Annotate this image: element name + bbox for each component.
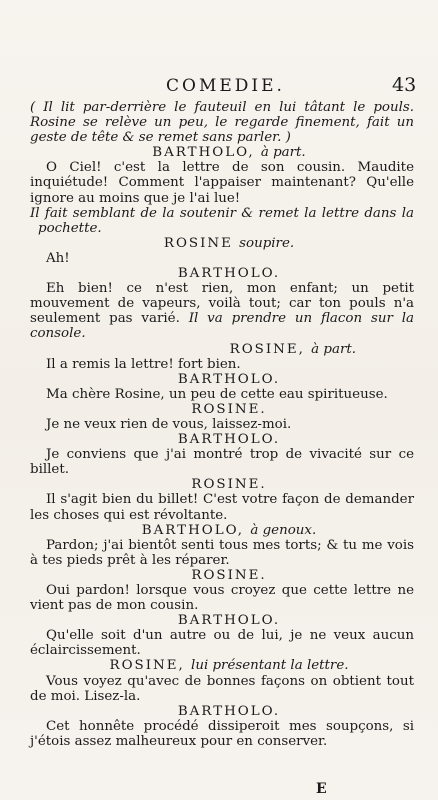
speaker-name: ROSINE. bbox=[191, 567, 267, 583]
speaker-line bbox=[30, 372, 414, 387]
running-title: COMEDIE. bbox=[166, 76, 285, 96]
dialogue-text: Ma chère Rosine, un peu de cette eau spiritueuse. bbox=[46, 386, 388, 402]
dialogue-text: Oui pardon! lorsque vous croyez que cette lettre ne vient pas de mon cousin. bbox=[30, 583, 414, 614]
dialogue-text: Il s'agit bien du billet! C'est votre façon de demander les choses qui est révoltante. bbox=[30, 492, 414, 523]
page-number: 43 bbox=[392, 74, 417, 96]
stage-direction: soupire. bbox=[239, 235, 295, 251]
dialogue-text: Je ne veux rien de vous, laissez-moi. bbox=[46, 416, 292, 432]
speaker-name: ROSINE, bbox=[109, 658, 185, 674]
play-text bbox=[30, 100, 414, 749]
stage-direction-paragraph: ( Il lit par-derrière le fauteuil en lui tâtant le pouls. Rosine se relève un peu, le regarde finement, fait un geste de tête & se remet sans parler. ) bbox=[30, 100, 414, 146]
dialogue-paragraph bbox=[30, 538, 414, 568]
speaker-name: BARTHOLO. bbox=[177, 703, 281, 719]
dialogue-text: O Ciel! c'est la lettre de son cousin. Maudite inquiétude! Comment l'appaiser maintenant? Qu'elle ignore au moins que je l'ai lue! bbox=[30, 160, 414, 206]
speaker-name: BARTHOLO. bbox=[177, 432, 281, 448]
speaker-name: BARTHOLO, bbox=[152, 145, 255, 161]
stage-direction: à part. bbox=[260, 145, 306, 161]
dialogue-text: Qu'elle soit d'un autre ou de lui, je ne veux aucun éclaircissement. bbox=[30, 628, 414, 659]
speaker-name: ROSINE. bbox=[191, 477, 267, 493]
stage-direction: lui présentant la lettre. bbox=[191, 658, 349, 674]
speaker-name: ROSINE bbox=[163, 235, 233, 251]
speaker-name: ROSINE. bbox=[191, 401, 267, 417]
dialogue-text: Ah! bbox=[46, 250, 70, 266]
dialogue-text: Il a remis la lettre! fort bien. bbox=[46, 356, 241, 372]
dialogue-text: Eh bien! ce n'est rien, mon enfant; un petit mouvement de vapeurs, voilà tout; car ton pouls n'a seulement pas varié. bbox=[30, 281, 414, 327]
speaker-line bbox=[30, 145, 414, 160]
speaker-line bbox=[30, 432, 414, 447]
dialogue-text: Je conviens que j'ai montré trop de vivacité sur ce billet. bbox=[30, 447, 414, 478]
running-header bbox=[0, 76, 438, 100]
speaker-line bbox=[30, 266, 414, 281]
dialogue-paragraph bbox=[30, 357, 414, 372]
stage-direction: à part. bbox=[311, 341, 356, 357]
dialogue-paragraph bbox=[30, 281, 414, 341]
dialogue-text: Vous voyez qu'avec de bonnes façons on obtient tout de moi. Lisez-la. bbox=[30, 673, 414, 704]
speaker-name: BARTHOLO. bbox=[177, 613, 281, 629]
dialogue-paragraph bbox=[30, 251, 414, 266]
speaker-line bbox=[30, 704, 414, 719]
speaker-line bbox=[30, 523, 414, 538]
dialogue-paragraph bbox=[30, 160, 414, 205]
dialogue-paragraph bbox=[30, 492, 414, 522]
dialogue-paragraph bbox=[30, 447, 414, 477]
speaker-name: BARTHOLO. bbox=[177, 266, 281, 282]
speaker-line bbox=[30, 402, 414, 417]
dialogue-paragraph bbox=[30, 719, 414, 749]
speaker-name: ROSINE, bbox=[229, 341, 305, 357]
speaker-line bbox=[30, 613, 414, 628]
speaker-line bbox=[30, 477, 414, 492]
dialogue-paragraph bbox=[30, 674, 414, 704]
dialogue-text: Pardon; j'ai bientôt senti tous mes torts; & tu me vois à tes pieds prêt à les réparer. bbox=[30, 537, 414, 568]
speaker-line bbox=[30, 568, 414, 583]
dialogue-paragraph bbox=[30, 583, 414, 613]
dialogue-text: Cet honnête procédé dissiperoit mes soupçons, si j'étois assez malheureux pour en conserver. bbox=[30, 718, 414, 749]
stage-direction-paragraph: Il fait semblant de la soutenir & remet la lettre dans la pochette. bbox=[30, 205, 414, 236]
signature-mark: E bbox=[316, 781, 327, 797]
speaker-line bbox=[30, 342, 414, 357]
stage-direction: à genoux. bbox=[250, 522, 317, 538]
dialogue-paragraph bbox=[30, 417, 414, 432]
speaker-name: BARTHOLO, bbox=[141, 522, 245, 538]
speaker-name: BARTHOLO. bbox=[177, 371, 281, 387]
speaker-line bbox=[30, 658, 414, 673]
speaker-line bbox=[30, 236, 414, 251]
dialogue-paragraph bbox=[30, 387, 414, 402]
dialogue-paragraph bbox=[30, 628, 414, 658]
inline-stage-direction: Il va prendre un flacon sur la console. bbox=[30, 311, 414, 342]
